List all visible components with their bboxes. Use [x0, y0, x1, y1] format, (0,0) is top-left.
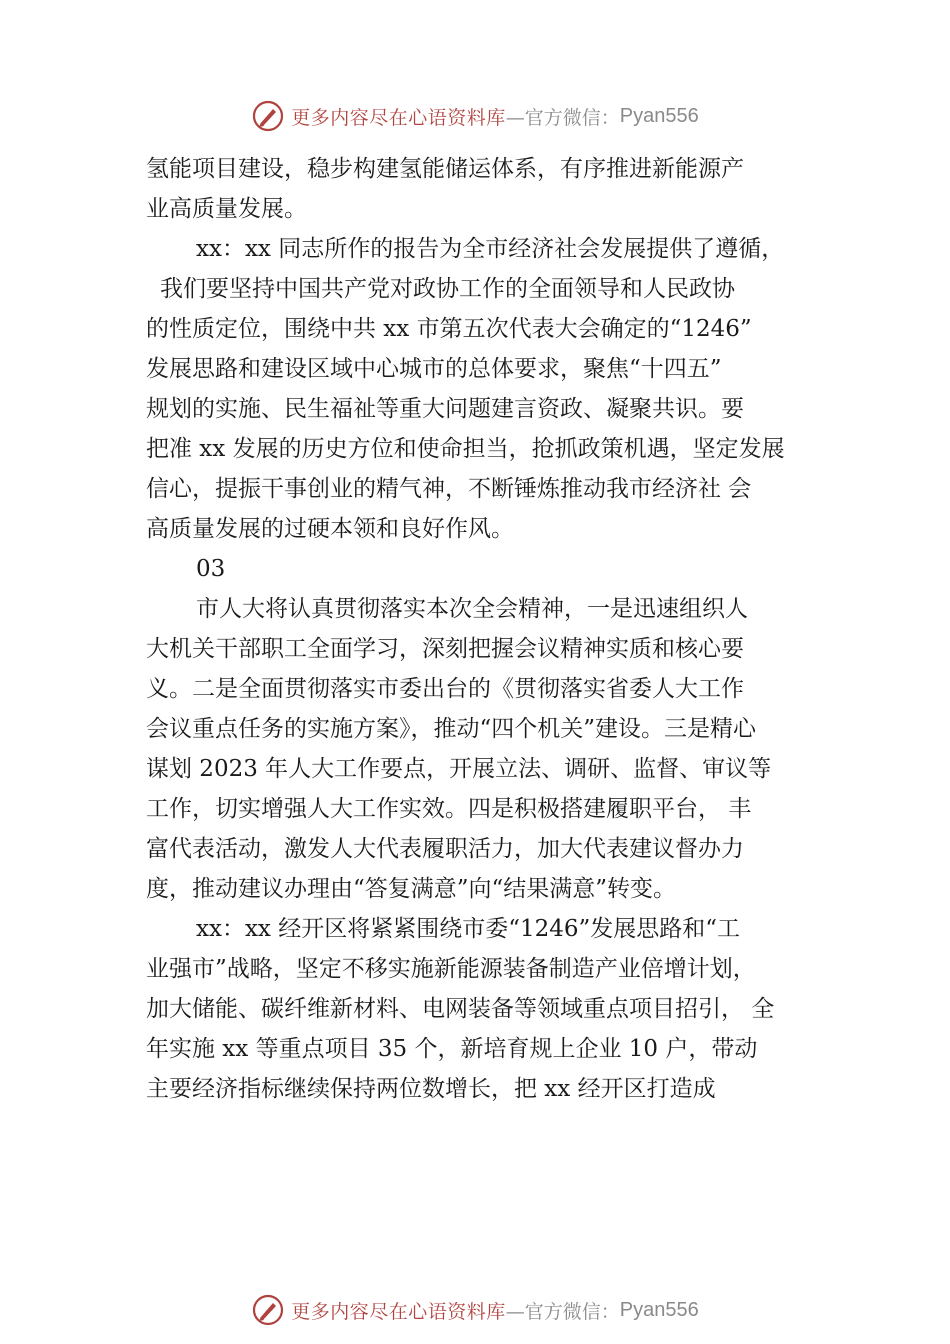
- text-line: 业强市”战略，坚定不移实施新能源装备制造产业倍增计划，: [146, 956, 756, 982]
- text-line: 业高质量发展。: [146, 196, 307, 222]
- text-line: 富代表活动，激发人大代表履职活力，加大代表建议督办力: [146, 836, 744, 862]
- section-number: 03: [196, 556, 226, 582]
- wechat-id: Pyan556: [619, 1298, 699, 1321]
- text-line: 会议重点任务的实施方案》，推动“四个机关”建设。三是精心: [146, 716, 757, 742]
- paragraph-start: 市人大将认真贯彻落实本次全会精神，一是迅速组织人: [196, 596, 748, 622]
- page-footer-watermark: [0, 1290, 950, 1330]
- text-line: 大机关干部职工全面学习，深刻把握会议精神实质和核心要: [146, 636, 744, 662]
- text-line: 高质量发展的过硬本领和良好作风。: [146, 516, 514, 542]
- text-line: 发展思路和建设区域中心城市的总体要求，聚焦“十四五”: [146, 356, 722, 382]
- brand-text: 更多内容尽在心语资料库: [291, 106, 506, 129]
- text-line: 义。二是全面贯彻落实市委出台的《贯彻落实省委人大工作: [146, 676, 744, 702]
- paragraph-start: xx：xx 经开区将紧紧围绕市委“1246”发展思路和“工: [196, 916, 741, 942]
- text-line: 的性质定位，围绕中共 xx 市第五次代表大会确定的“1246”: [146, 316, 752, 342]
- text-line: 年实施 xx 等重点项目 35 个，新培育规上企业 10 户，带动: [146, 1036, 758, 1062]
- text-line: 氢能项目建设，稳步构建氢能储运体系，有序推进新能源产: [146, 156, 744, 182]
- text-line: 我们要坚持中国共产党对政协工作的全面领导和人民政协: [160, 276, 735, 302]
- text-line: 谋划 2023 年人大工作要点，开展立法、调研、监督、审议等: [146, 756, 772, 782]
- text-line: 加大储能、碳纤维新材料、电网装备等领域重点项目招引， 全: [146, 996, 775, 1022]
- text-line: 规划的实施、民生福祉等重大问题建言资政、凝聚共识。要: [146, 396, 744, 422]
- page-header-watermark: [0, 96, 950, 136]
- brand-text: 更多内容尽在心语资料库: [291, 1300, 506, 1323]
- document-body: [146, 149, 836, 1109]
- text-line: 把准 xx 发展的历史方位和使命担当，抢抓政策机遇，坚定发展: [146, 436, 785, 462]
- paragraph-start: xx：xx 同志所作的报告为全市经济社会发展提供了遵循，: [196, 236, 785, 262]
- text-line: 工作，切实增强人大工作实效。四是积极搭建履职平台， 丰: [146, 796, 752, 822]
- pen-logo-icon: [251, 1293, 285, 1327]
- text-line: 主要经济指标继续保持两位数增长，把 xx 经开区打造成: [146, 1076, 716, 1102]
- wechat-id: Pyan556: [619, 104, 699, 127]
- official-wechat-label: —官方微信：: [505, 1300, 620, 1323]
- text-line: 度，推动建议办理由“答复满意”向“结果满意”转变。: [146, 876, 677, 902]
- official-wechat-label: —官方微信：: [505, 106, 620, 129]
- text-line: 信心，提振干事创业的精气神，不断锤炼推动我市经济社 会: [146, 476, 752, 502]
- pen-logo-icon: [251, 99, 285, 133]
